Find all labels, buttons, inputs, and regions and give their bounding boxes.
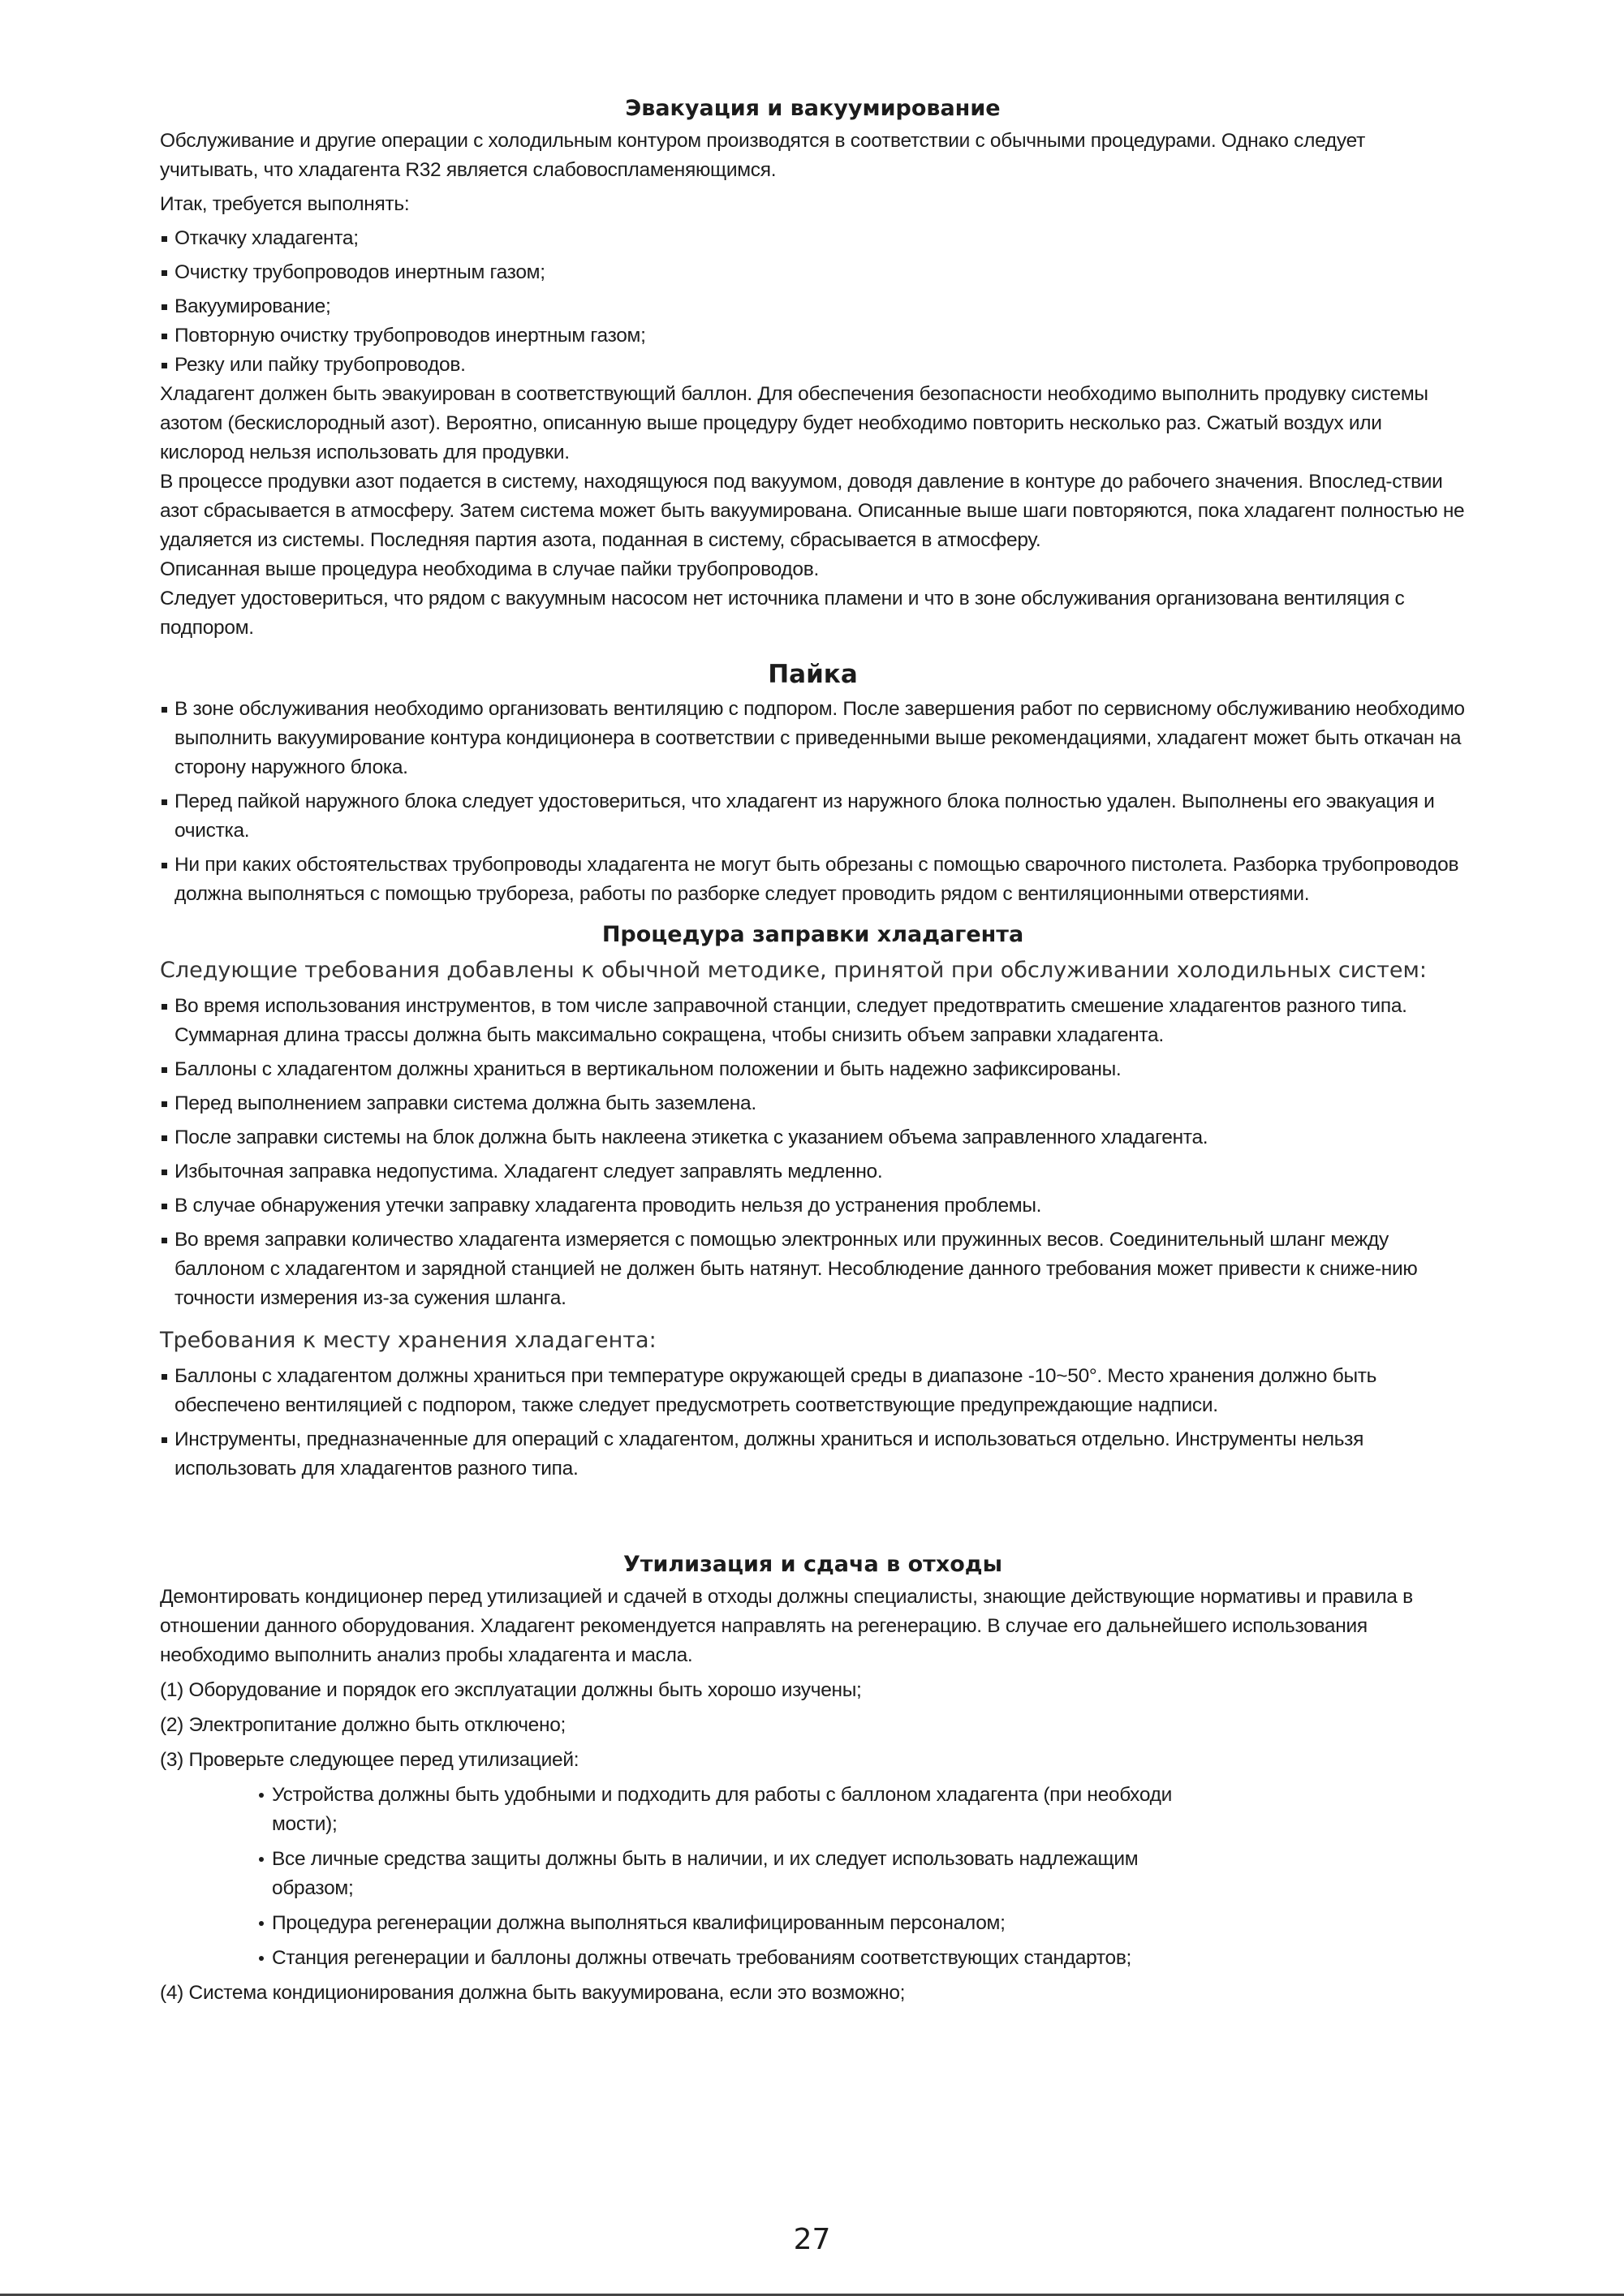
section-title-evacuation: Эвакуация и вакуумирование <box>625 96 1001 121</box>
list-item: После заправки системы на блок должна быть наклеена этикетка с указанием объема заправленного хладагента. <box>160 1123 1466 1152</box>
section-evacuation <box>160 91 1466 643</box>
paragraph: В процессе продувки азот подается в систему, находящуюся под вакуумом, доводя давление в контуре до рабочего значения. Впослед-ствии азот сбрасывается в атмосферу. Затем система может быть вакуумирована. Описанные выше шаги повторяются, пока хладагент полностью не удаляется из системы. Последняя партия азота, поданная в систему, сбрасывается в атмосферу. <box>160 471 1465 551</box>
paragraph: Хладагент должен быть эвакуирован в соответствующий баллон. Для обеспечения безопасности необходимо выполнить продувку системы азотом (бескислородный азот). Вероятно, описанную выше процедуру будет необходимо повторить несколько раз. Сжатый воздух или кислород нельзя использовать для продувки. <box>160 383 1428 463</box>
list-item: В зоне обслуживания необходимо организовать вентиляцию с подпором. После завершения работ по сервисному обслуживанию необходимо выполнить вакуумирование контура кондиционера в соответствии с приведенными выше рекомендациями, хладагент может быть откачан на сторону наружного блока. <box>160 695 1466 782</box>
list-item: Откачку хладагента; <box>160 224 1466 253</box>
list-item: Во время использования инструментов, в том числе заправочной станции, следует предотвратить смешение хладагентов разного типа. Суммарная длина трассы должна быть максимально сокращена, чтобы снизить объем заправки хладагента. <box>160 992 1466 1050</box>
evacuation-steps-list <box>160 224 1466 380</box>
page-number: 27 <box>793 2223 831 2256</box>
step-item: (3) Проверьте следующее перед утилизацией: <box>160 1749 579 1771</box>
list-item: Все личные средства защиты должны быть в наличии, и их следует использовать надлежащим образом; <box>257 1845 1222 1903</box>
section-title-disposal: Утилизация и сдача в отходы <box>622 1552 1003 1577</box>
list-item: Очистку трубопроводов инертным газом; <box>160 258 1466 287</box>
section-disposal <box>160 1547 1466 2008</box>
soldering-list <box>160 695 1466 909</box>
list-item: Инструменты, предназначенные для операций с хладагентом, должны храниться и использоваться отдельно. Инструменты нельзя использовать для хладагентов разного типа. <box>160 1425 1466 1484</box>
disposal-check-list <box>160 1781 1466 1973</box>
section-title-soldering: Пайка <box>768 660 858 689</box>
list-item: Перед пайкой наружного блока следует удостовериться, что хладагент из наружного блока полностью удален. Выполнены его эвакуация и очистка. <box>160 787 1466 846</box>
list-item: Вакуумирование; <box>160 292 1466 321</box>
list-item: Повторную очистку трубопроводов инертным газом; <box>160 321 1466 351</box>
list-item: Избыточная заправка недопустима. Хладагент следует заправлять медленно. <box>160 1157 1466 1187</box>
paragraph: Следует удостовериться, что рядом с вакуумным насосом нет источника пламени и что в зоне обслуживания организована вентиляция с подпором. <box>160 588 1405 639</box>
storage-intro: Требования к месту хранения хладагента: <box>160 1328 657 1353</box>
list-item: В случае обнаружения утечки заправку хладагента проводить нельзя до устранения проблемы. <box>160 1191 1466 1221</box>
list-item: Устройства должны быть удобными и подходить для работы с баллоном хладагента (при необходи мости); <box>257 1781 1222 1839</box>
paragraph: Демонтировать кондиционер перед утилизацией и сдачей в отходы должны специалисты, знающие действующие нормативы и правила в отношении данного оборудования. Хладагент рекомендуется направлять на регенерацию. В случае его дальнейшего использования необходимо выполнить анализ пробы хладагента и масла. <box>160 1586 1413 1666</box>
list-item: Во время заправки количество хладагента измеряется с помощью электронных или пружинных весов. Соединительный шланг между баллоном с хладагентом и зарядной станцией не должен быть натянут. Несоблюдение данного требования может привести к сниже-нию точности измерения из-за сужения шланга. <box>160 1226 1466 1313</box>
list-item: Станция регенерации и баллоны должны отвечать требованиям соответствующих стандартов; <box>257 1944 1222 1973</box>
charging-list <box>160 992 1466 1313</box>
charging-intro: Следующие требования добавлены к обычной методике, принятой при обслуживании холодильных систем: <box>160 958 1427 983</box>
step-item: (2) Электропитание должно быть отключено; <box>160 1714 566 1736</box>
paragraph: Обслуживание и другие операции с холодильным контуром производятся в соответствии с обычными процедурами. Однако следует учитывать, что хладагента R32 является слабовоспламеняющимся. <box>160 130 1365 181</box>
section-charging <box>160 917 1466 1484</box>
list-item: Процедура регенерации должна выполняться квалифицированным персоналом; <box>257 1909 1222 1938</box>
list-item: Баллоны с хладагентом должны храниться при температуре окружающей среды в диапазоне -10~50°. Место хранения должно быть обеспечено вентиляцией с подпором, также следует предусмотреть соответствующие предупреждающие надписи. <box>160 1362 1466 1420</box>
step-item: (1) Оборудование и порядок его эксплуатации должны быть хорошо изучены; <box>160 1679 862 1701</box>
list-item: Баллоны с хладагентом должны храниться в вертикальном положении и быть надежно зафиксированы. <box>160 1055 1466 1084</box>
list-item: Резку или пайку трубопроводов. <box>160 351 1466 380</box>
list-item: Ни при каких обстоятельствах трубопроводы хладагента не могут быть обрезаны с помощью сварочного пистолета. Разборка трубопроводов должна выполняться с помощью трубореза, работы по разборке следует проводить рядом с вентиляционными отверстиями. <box>160 851 1466 909</box>
section-soldering <box>160 654 1466 909</box>
storage-list <box>160 1362 1466 1484</box>
section-title-charging: Процедура заправки хладагента <box>601 922 1024 947</box>
list-item: Перед выполнением заправки система должна быть заземлена. <box>160 1089 1466 1118</box>
paragraph: Итак, требуется выполнять: <box>160 193 410 215</box>
paragraph: Описанная выше процедура необходима в случае пайки трубопроводов. <box>160 558 819 580</box>
step-item: (4) Система кондиционирования должна быть вакуумирована, если это возможно; <box>160 1982 906 2004</box>
